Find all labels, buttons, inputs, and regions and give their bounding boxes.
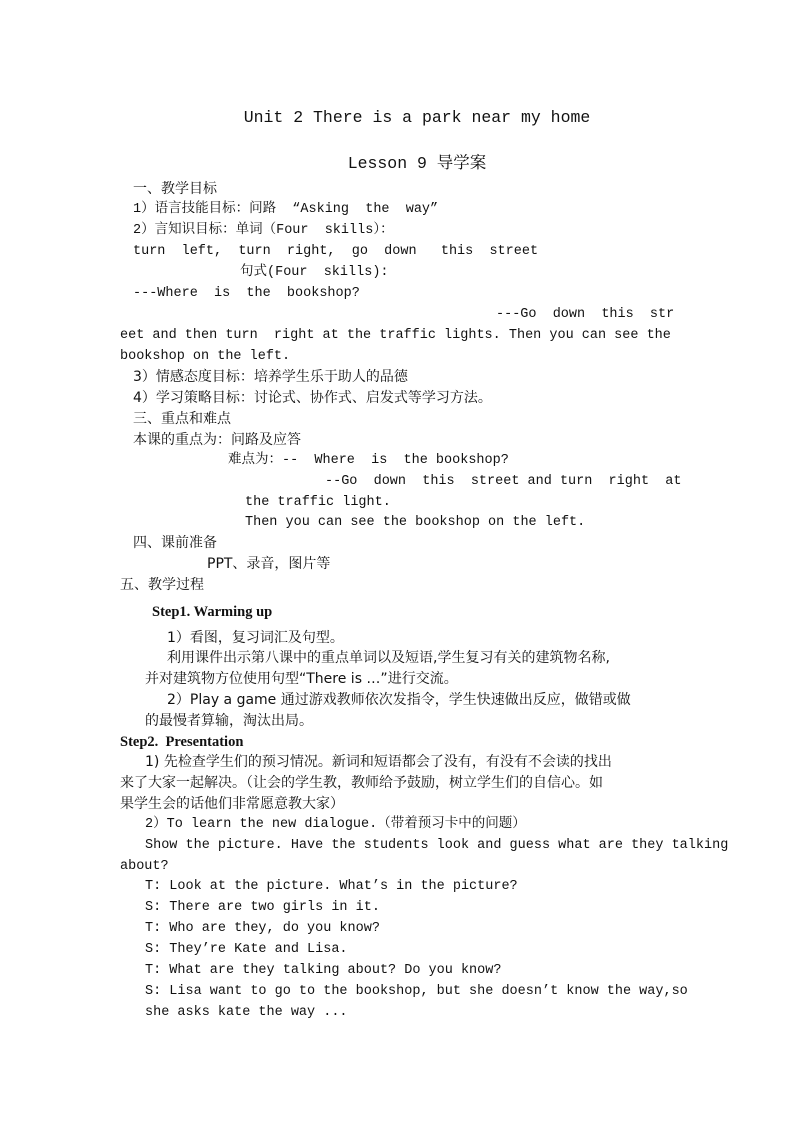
- section-heading-key-points: 三、重点和难点: [133, 411, 231, 427]
- step2-item-1-cont: 来了大家一起解决。（让会的学生教，教师给予鼓励，树立学生们的自信心。如: [120, 775, 603, 791]
- difficulty-answer-1: --Go down this street and turn right at: [325, 474, 682, 489]
- document-subtitle: Lesson 9 导学案: [347, 154, 487, 173]
- dialogue-line: S: Lisa want to go to the bookshop, but she doesn’t know the way,so: [145, 984, 688, 999]
- step2-item-2: 2）To learn the new dialogue.（带着预习卡中的问题）: [145, 817, 526, 832]
- dialogue-line: S: They’re Kate and Lisa.: [145, 942, 348, 957]
- pattern-answer-continued: eet and then turn right at the traffic lights. Then you can see the: [120, 328, 671, 343]
- dialogue-line: she asks kate the way ...: [145, 1005, 348, 1020]
- sentence-pattern-label: 句式(Four skills):: [240, 265, 389, 280]
- step2-instruction: Show the picture. Have the students look and guess what are they talking: [145, 838, 729, 853]
- step1-item-2: 2）Play a game 通过游戏教师依次发指令，学生快速做出反应，做错或做: [167, 692, 631, 708]
- difficulty-answer-3: Then you can see the bookshop on the left.: [245, 515, 586, 530]
- dialogue-line: T: Look at the picture. What’s in the picture?: [145, 879, 518, 894]
- step2-item-1: 1) 先检查学生们的预习情况。新词和短语都会了没有，有没有不会读的找出: [145, 754, 612, 770]
- step1-heading: Step1. Warming up: [152, 604, 273, 620]
- objective-strategy: 4）学习策略目标：讨论式、协作式、启发式等学习方法。: [133, 390, 492, 406]
- vocabulary-line: turn left, turn right, go down this street: [133, 244, 539, 259]
- dialogue-line: T: What are they talking about? Do you know?: [145, 963, 502, 978]
- key-point-line: 本课的重点为：问路及应答: [133, 432, 301, 448]
- step1-item-1-desc: 利用课件出示第八课中的重点单词以及短语,学生复习有关的建筑物名称,: [167, 650, 610, 666]
- difficulty-question: 难点为：-- Where is the bookshop?: [228, 453, 509, 468]
- pattern-answer-end: bookshop on the left.: [120, 349, 291, 364]
- section-heading-preparation: 四、课前准备: [133, 535, 217, 551]
- objective-knowledge: 2）言知识目标：单词（Four skills）：: [133, 223, 394, 238]
- step2-heading: Step2. Presentation: [120, 734, 244, 750]
- step2-item-1-end: 果学生会的话他们非常愿意教大家）: [120, 796, 344, 812]
- step1-item-2-cont: 的最慢者算输，淘汰出局。: [145, 713, 313, 729]
- dialogue-line: S: There are two girls in it.: [145, 900, 380, 915]
- step1-item-1: 1）看图，复习词汇及句型。: [167, 630, 344, 646]
- pattern-answer-start: ---Go down this str: [496, 307, 675, 322]
- document-title: Unit 2 There is a park near my home: [243, 108, 591, 127]
- preparation-materials: PPT、录音，图片等: [207, 556, 331, 572]
- pattern-question: ---Where is the bookshop?: [133, 286, 360, 301]
- step2-instruction-end: about?: [120, 859, 169, 874]
- step1-item-1-desc-cont: 并对建筑物方位使用句型“There is …”进行交流。: [145, 671, 458, 687]
- dialogue-line: T: Who are they, do you know?: [145, 921, 380, 936]
- section-heading-objectives: 一、教学目标: [133, 181, 217, 197]
- objective-language-skills: 1）语言技能目标：问路 “Asking the way”: [133, 202, 439, 217]
- objective-attitude: 3）情感态度目标：培养学生乐于助人的品德: [133, 369, 408, 385]
- difficulty-answer-2: the traffic light.: [245, 495, 391, 510]
- section-heading-process: 五、教学过程: [120, 577, 204, 593]
